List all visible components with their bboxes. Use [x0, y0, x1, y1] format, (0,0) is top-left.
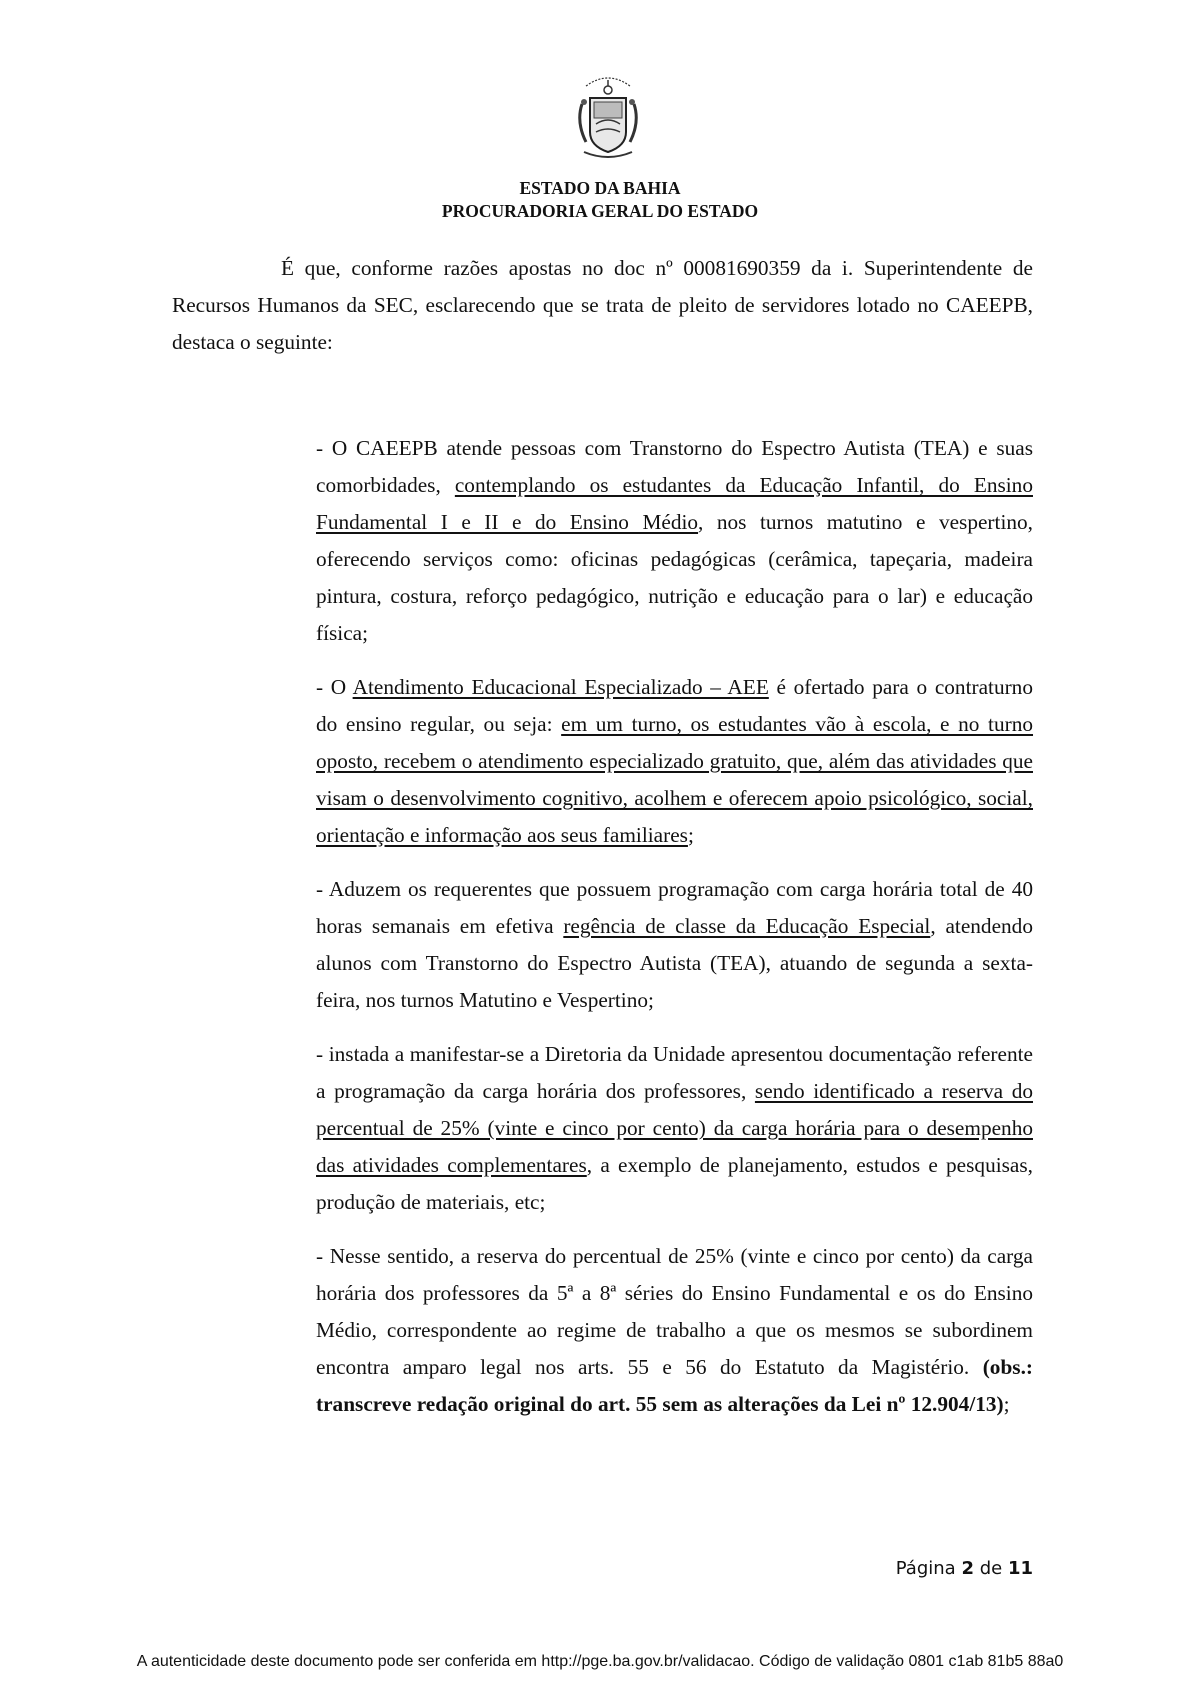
- text-run: - Nesse sentido, a reserva do percentual de 25% (vinte e cinco por cento) da carga horária dos professores da 5ª a 8ª séries do Ensino Fundamental e os do Ensino Médio, correspondente ao regime de trabalho a que os mesmos se subordinem encontra amparo legal nos arts. 55 e 56 do Estatuto da Magistério.: [316, 1244, 1033, 1379]
- document-body: [172, 250, 1033, 361]
- quote-item-2: [316, 669, 1033, 854]
- page-prefix: Página: [895, 1558, 956, 1579]
- header-state: ESTADO DA BAHIA: [519, 178, 681, 198]
- text-run: - instada a manifestar-se a Diretoria da Unidade apresentou documentação referente a programação da carga horária dos professores,: [316, 1042, 1033, 1103]
- header-agency: PROCURADORIA GERAL DO ESTADO: [441, 201, 759, 221]
- quote-item-4: [316, 1036, 1033, 1221]
- text-run: , a exemplo de planejamento, estudos e pesquisas, produção de materiais, etc;: [316, 1153, 1033, 1214]
- text-run: é ofertado para o contraturno do ensino regular, ou seja:: [316, 675, 1033, 736]
- text-run: - O CAEEPB atende pessoas com Transtorno do Espectro Autista (TEA) e suas comorbidades,: [316, 436, 1033, 497]
- page-of: de: [979, 1558, 1003, 1579]
- underlined-text: em um turno, os estudantes vão à escola, e no turno oposto, recebem o atendimento especializado gratuito, que, além das atividades que visam o desenvolvimento cognitivo, acolhem e oferecem apoio psicológico, social, orientação e informação aos seus familiares: [316, 712, 1034, 847]
- text-run: - O: [316, 675, 353, 699]
- page-total: 11: [1007, 1558, 1033, 1579]
- underlined-text: regência de classe da Educação Especial: [563, 914, 931, 938]
- text-run: , atendendo alunos com Transtorno do Espectro Autista (TEA), atuando de segunda a sexta-feira, nos turnos Matutino e Vespertino;: [316, 914, 1033, 1012]
- bold-note: (obs.: transcreve redação original do art. 55 sem as alterações da Lei nº 12.904/13): [316, 1355, 1033, 1416]
- text-run: ;: [687, 823, 694, 847]
- validation-footer: A autenticidade deste documento pode ser conferida em http://pge.ba.gov.br/validacao. Código de validação 0801 c1ab 81b5 88a0: [136, 1653, 1064, 1670]
- quote-item-3: [316, 871, 1033, 1019]
- page-number: [896, 1558, 1033, 1579]
- bahia-coat-of-arms-icon: [572, 72, 644, 160]
- underlined-text: Atendimento Educacional Especializado – AEE: [352, 675, 769, 699]
- text-run: , nos turnos matutino e vespertino, oferecendo serviços como: oficinas pedagógicas (cerâmica, tapeçaria, madeira pintura, costura, reforço pedagógico, nutrição e educação para o lar) e educação física;: [316, 510, 1033, 645]
- quote-item-5: [316, 1238, 1033, 1423]
- underlined-text: sendo identificado a reserva do percentual de 25% (vinte e cinco por cento) da carga horária para o desempenho das atividades complementares: [316, 1079, 1033, 1177]
- intro-paragraph: É que, conforme razões apostas no doc nº 00081690359 da i. Superintendente de Recursos Humanos da SEC, esclarecendo que se trata de pleito de servidores lotado no CAEEPB, destaca o seguinte:: [172, 256, 1033, 354]
- page-current: 2: [961, 1558, 974, 1579]
- quote-item-1: [316, 430, 1033, 652]
- text-run: ;: [1003, 1392, 1010, 1416]
- underlined-text: contemplando os estudantes da Educação Infantil, do Ensino Fundamental I e II e do Ensino Médio: [316, 473, 1033, 534]
- text-run: - Aduzem os requerentes que possuem programação com carga horária total de 40 horas semanais em efetiva: [316, 877, 1033, 938]
- quoted-block: [316, 430, 1033, 1440]
